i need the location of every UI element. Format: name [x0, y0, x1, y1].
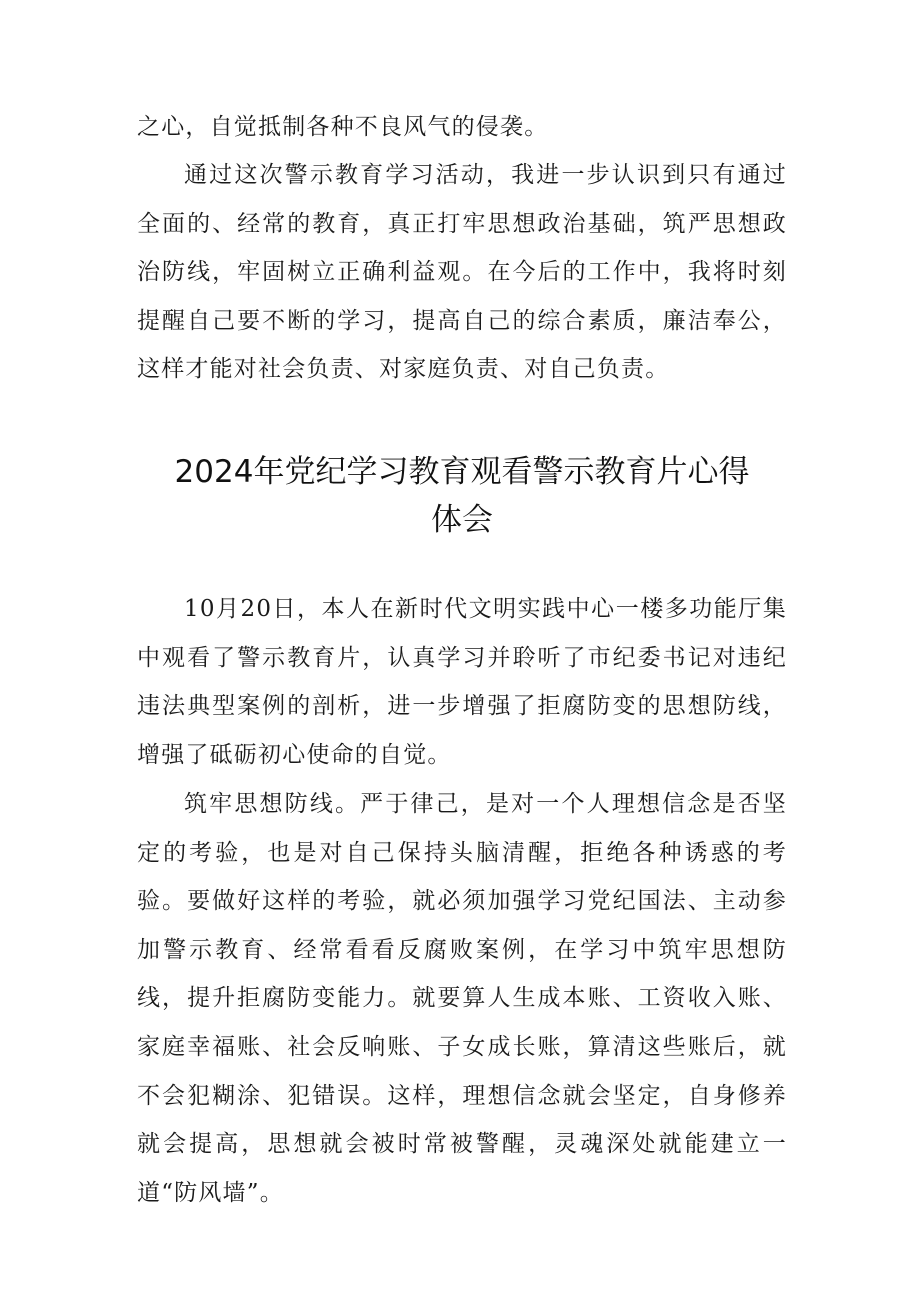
title-line-1: 2024年党纪学习教育观看警示教育片心得	[174, 454, 750, 490]
body-paragraph-2: 10月20日，本人在新时代文明实践中心一楼多功能厅集中观看了警示教育片，认真学习并聆听了市纪委书记对违纪违法典型案例的剖析，进一步增强了拒腐防变的思想防线，增强了砥砺初心使命的自觉。	[137, 596, 787, 768]
page-title	[137, 448, 787, 544]
body-paragraph-1: 通过这次警示教育学习活动，我进一步认识到只有通过全面的、经常的教育，真正打牢思想政治基础，筑严思想政治防线，牢固树立正确利益观。在今后的工作中，我将时刻提醒自己要不断的学习，提高自己的综合素质，廉洁奉公，这样才能对社会负责、对家庭负责、对自己负责。	[137, 162, 787, 383]
title-line-2: 体会	[431, 502, 493, 538]
body-paragraph-3: 筑牢思想防线。严于律己，是对一个人理想信念是否坚定的考验，也是对自己保持头脑清醒，拒绝各种诱惑的考验。要做好这样的考验，就必须加强学习党纪国法、主动参加警示教育、经常看看反腐败案例，在学习中筑牢思想防线，提升拒腐防变能力。就要算人生成本账、工资收入账、家庭幸福账、社会反响账、子女成长账，算清这些账后，就不会犯糊涂、犯错误。这样，理想信念就会坚定，自身修养就会提高，思想就会被时常被警醒，灵魂深处就能建立一道“防风墙”。	[137, 791, 787, 1206]
continuation-paragraph: 之心，自觉抵制各种不良风气的侵袭。	[137, 114, 549, 140]
